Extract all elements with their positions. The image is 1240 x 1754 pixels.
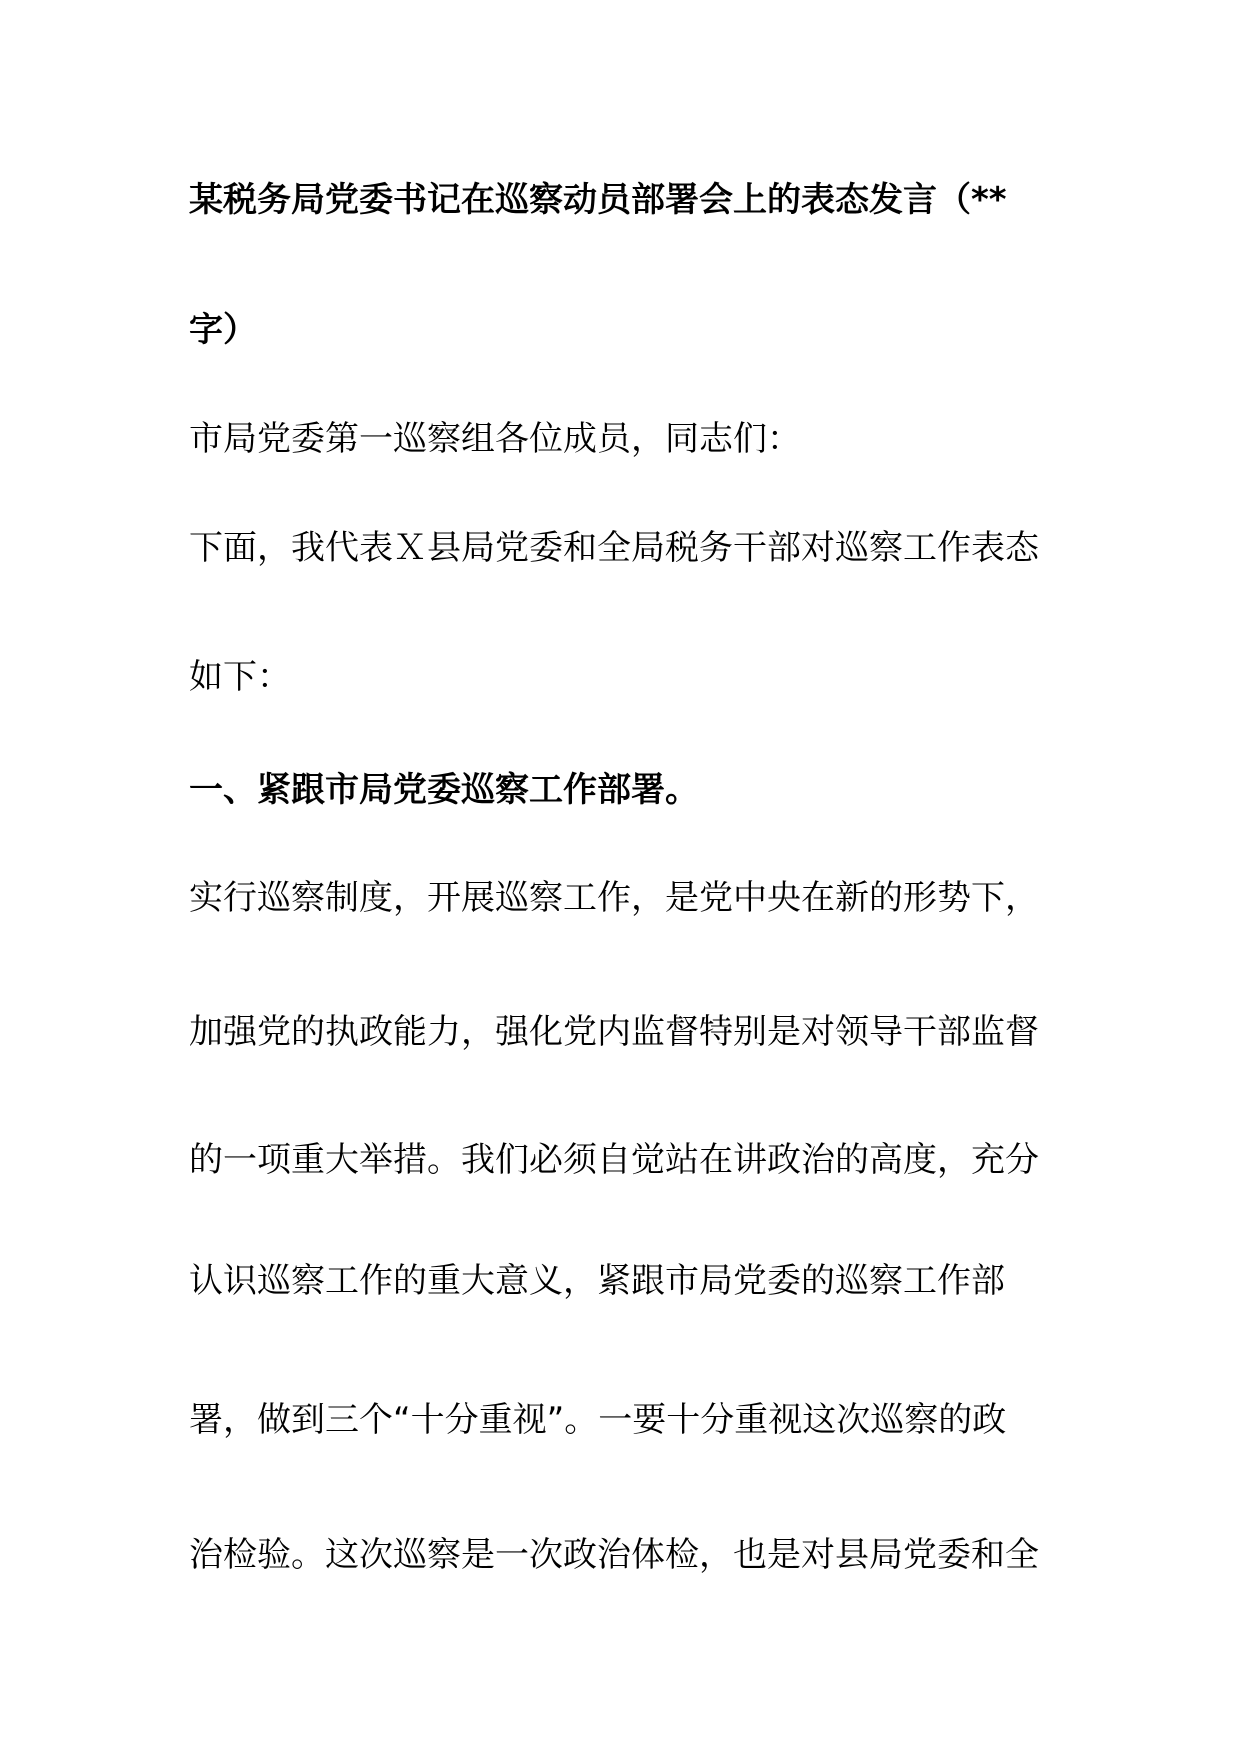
body-line-6: 治检验。这次巡察是一次政治体检，也是对县局党委和全 xyxy=(189,1535,1039,1575)
section-heading-1: 一、紧跟市局党委巡察工作部署。 xyxy=(189,770,699,810)
document-title-line-1: 某税务局党委书记在巡察动员部署会上的表态发言（** xyxy=(189,180,1007,220)
salutation: 市局党委第一巡察组各位成员，同志们： xyxy=(189,419,801,459)
document-title-line-2: 字） xyxy=(189,310,257,350)
body-line-1: 实行巡察制度，开展巡察工作，是党中央在新的形势下， xyxy=(189,878,1039,918)
body-line-3: 的一项重大举措。我们必须自觉站在讲政治的高度，充分 xyxy=(189,1140,1039,1180)
body-line-5: 署，做到三个“十分重视”。一要十分重视这次巡察的政 xyxy=(189,1400,1007,1440)
body-line-2: 加强党的执政能力，强化党内监督特别是对领导干部监督 xyxy=(189,1012,1039,1052)
intro-line-2: 如下： xyxy=(189,657,291,697)
body-line-4: 认识巡察工作的重大意义，紧跟市局党委的巡察工作部 xyxy=(189,1261,1005,1301)
intro-line-1: 下面，我代表Ｘ县局党委和全局税务干部对巡察工作表态 xyxy=(189,528,1039,568)
